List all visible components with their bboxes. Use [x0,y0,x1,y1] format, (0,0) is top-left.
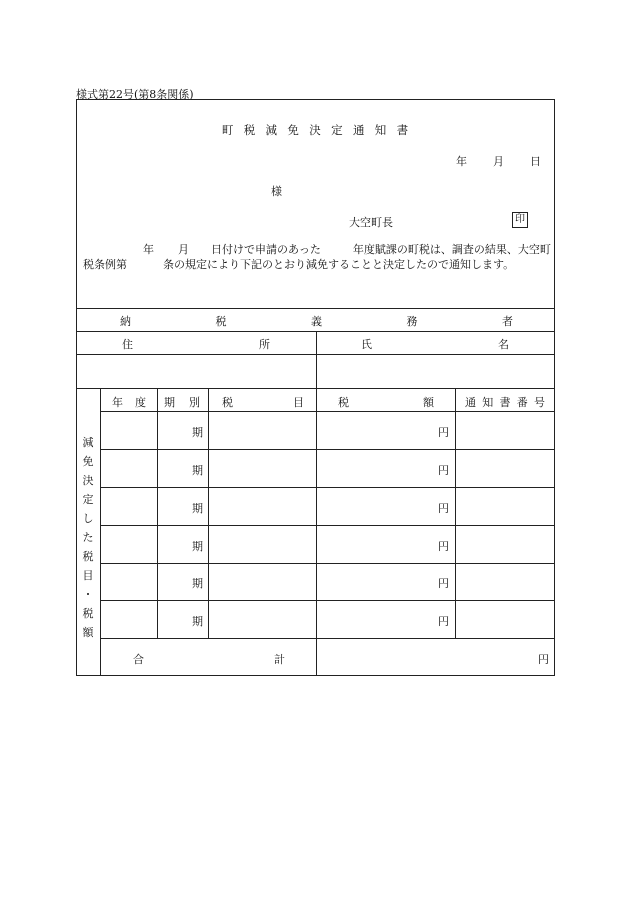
row-5-amount-unit: 円 [438,577,449,590]
rule-side-label-divider [100,388,101,676]
name-label-char-2: 名 [498,338,509,351]
rule-row-3 [100,525,555,526]
side-char: 税 [82,550,94,563]
row-6-period-unit: 期 [192,615,203,628]
taxpayer-header [120,313,513,329]
reduced-tax-side-label [77,433,99,642]
header-year-char: 年 [112,396,123,409]
rule-row-4 [100,563,555,564]
header-notice-char: 番 [516,396,528,409]
rule-row-1 [100,449,555,450]
header-tax-amount [338,394,434,410]
name-label-char-1: 氏 [361,338,372,351]
date-year: 年 [456,155,467,168]
total-label-char: 計 [274,653,285,666]
rule-amount-divider [455,388,456,638]
total-amount-unit: 円 [538,653,549,666]
header-notice-number [465,394,545,410]
rule-taxpayer-top [76,308,555,309]
header-tax-item-char: 税 [222,396,233,409]
header-tax-item-char: 目 [293,396,304,409]
body-fiscal-year: 年度賦課の町税は、調査の結果、大空町税条例第 [83,243,551,271]
header-tax-item [222,394,304,410]
row-3-amount-unit: 円 [438,502,449,515]
header-notice-char: 知 [482,396,494,409]
form-title: 町税減免決定通知書 [221,123,419,137]
address-label [122,336,270,352]
taxpayer-char-1: 納 [120,315,131,328]
rule-row-2 [100,487,555,488]
total-label [133,651,285,667]
side-char: 減 [82,436,94,449]
date-day: 日 [530,155,541,168]
header-year [112,394,146,410]
row-1-period-unit: 期 [192,426,203,439]
header-tax-amount-char: 額 [423,396,434,409]
side-char: 決 [82,474,94,487]
taxpayer-char-5: 者 [502,315,513,328]
header-notice-char: 号 [534,396,545,409]
row-4-period-unit: 期 [192,540,203,553]
address-label-char-1: 住 [122,338,133,351]
date-month: 月 [493,155,504,168]
taxpayer-char-3: 義 [311,315,322,328]
form-number: 様式第22号(第8条関係) [76,88,194,101]
side-char: し [82,512,94,525]
side-char: 免 [82,455,94,468]
body-year: 年 [143,243,154,256]
row-6-amount-unit: 円 [438,615,449,628]
body-month: 月 [178,243,189,256]
taxpayer-char-2: 税 [215,315,227,328]
side-char: た [82,531,94,544]
rule-item-divider [316,388,317,676]
header-period-char: 期 [164,396,175,409]
header-tax-amount-char: 税 [338,396,349,409]
issuer-title: 大空町長 [349,216,393,229]
row-4-amount-unit: 円 [438,540,449,553]
row-1-amount-unit: 円 [438,426,449,439]
header-period-char: 別 [189,396,200,409]
seal-mark: 印 [512,212,528,228]
body-article: 条の規定により下記のとおり減免することと決定したので通知します。 [163,257,515,271]
rule-table-header-bottom [100,411,555,412]
notice-body [83,243,551,272]
side-char: 定 [82,493,94,506]
name-label [361,336,509,352]
row-3-period-unit: 期 [192,502,203,515]
header-period [164,394,200,410]
row-2-amount-unit: 円 [438,464,449,477]
rule-period-divider [208,388,209,638]
rule-year-divider [157,388,158,638]
side-char: 目 [82,569,94,582]
header-notice-char: 書 [499,396,511,409]
header-year-char: 度 [135,396,146,409]
rule-row-6 [100,638,555,639]
side-char: 税 [82,607,94,620]
addressee-suffix: 様 [271,185,282,198]
address-label-char-2: 所 [259,338,270,351]
row-5-period-unit: 期 [192,577,203,590]
side-char: 額 [82,626,94,639]
header-notice-char: 通 [465,396,476,409]
side-char: ・ [82,588,94,601]
rule-row-5 [100,600,555,601]
rule-address-name-divider [316,331,317,388]
taxpayer-char-4: 務 [406,315,418,328]
row-2-period-unit: 期 [192,464,203,477]
body-date-applied: 日付けで申請のあった [211,243,321,256]
total-label-char: 合 [133,653,144,666]
